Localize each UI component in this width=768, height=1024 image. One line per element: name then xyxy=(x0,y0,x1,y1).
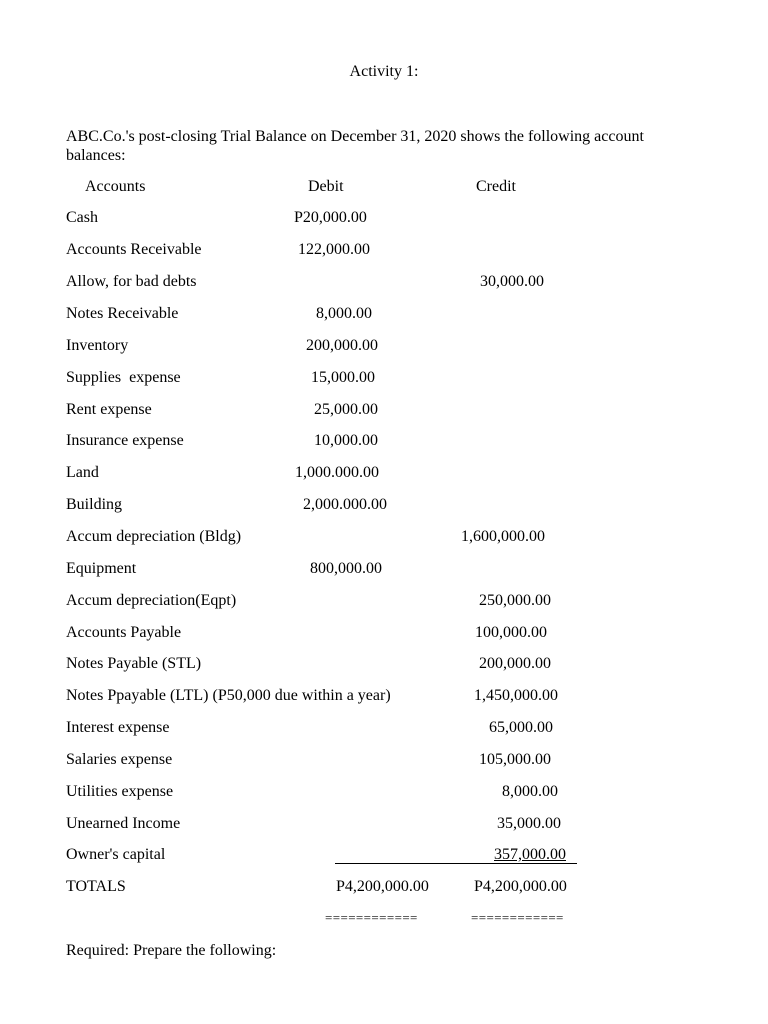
header-accounts: Accounts xyxy=(85,178,146,195)
row-debit-supplies-expense: 15,000.00 xyxy=(311,369,375,386)
row-account-accounts-receivable: Accounts Receivable xyxy=(66,241,202,258)
row-account-rent-expense: Rent expense xyxy=(66,401,152,418)
row-credit-accum-depreciation-eqpt: 250,000.00 xyxy=(479,592,551,609)
totals-debit: P4,200,000.00 xyxy=(336,878,429,895)
row-account-owners-capital: Owner's capital xyxy=(66,846,166,863)
row-account-notes-payable-stl: Notes Payable (STL) xyxy=(66,655,202,672)
row-debit-accounts-receivable: 122,000.00 xyxy=(298,241,370,258)
total-rule-underline xyxy=(335,863,577,864)
row-credit-allowance: 30,000.00 xyxy=(480,273,544,290)
page-title: Activity 1: xyxy=(349,63,419,80)
row-debit-cash: P20,000.00 xyxy=(294,209,367,226)
totals-credit-double-rule: ============ xyxy=(471,910,564,925)
row-account-allowance: Allow, for bad debts xyxy=(66,273,197,290)
row-account-building: Building xyxy=(66,496,123,513)
required-text: Required: Prepare the following: xyxy=(66,942,277,959)
row-debit-insurance-expense: 10,000.00 xyxy=(314,432,378,449)
totals-label: TOTALS xyxy=(66,878,126,895)
row-credit-unearned-income: 35,000.00 xyxy=(497,815,561,832)
row-debit-building: 2,000.000.00 xyxy=(303,496,387,513)
row-account-accounts-payable: Accounts Payable xyxy=(66,624,182,641)
row-credit-notes-payable-stl: 200,000.00 xyxy=(479,655,551,672)
header-credit: Credit xyxy=(476,178,516,195)
row-account-interest-expense: Interest expense xyxy=(66,719,170,736)
row-debit-rent-expense: 25,000.00 xyxy=(314,401,378,418)
header-debit: Debit xyxy=(308,178,344,195)
intro-paragraph: ABC.Co.'s post-closing Trial Balance on December 31, 2020 shows the following account balances: xyxy=(66,128,644,164)
row-credit-utilities-expense: 8,000.00 xyxy=(502,783,558,800)
row-account-cash: Cash xyxy=(66,209,98,226)
row-account-utilities-expense: Utilities expense xyxy=(66,783,174,800)
row-debit-inventory: 200,000.00 xyxy=(306,337,378,354)
row-account-salaries-expense: Salaries expense xyxy=(66,751,173,768)
row-account-accum-depreciation-bldg: Accum depreciation (Bldg) xyxy=(66,528,242,545)
row-account-unearned-income: Unearned Income xyxy=(66,815,181,832)
totals-debit-double-rule: ============ xyxy=(325,910,418,925)
row-credit-interest-expense: 65,000.00 xyxy=(489,719,553,736)
row-account-equipment: Equipment xyxy=(66,560,137,577)
row-credit-salaries-expense: 105,000.00 xyxy=(479,751,551,768)
row-account-insurance-expense: Insurance expense xyxy=(66,432,184,449)
row-account-accum-depreciation-eqpt: Accum depreciation(Eqpt) xyxy=(66,592,237,609)
row-credit-owners-capital: 357,000.00 xyxy=(494,846,566,863)
row-account-notes-payable-ltl: Notes Ppayable (LTL) (P50,000 due within a year) xyxy=(66,687,391,704)
row-debit-land: 1,000.000.00 xyxy=(295,464,379,481)
row-account-inventory: Inventory xyxy=(66,337,129,354)
row-credit-accum-depreciation-bldg: 1,600,000.00 xyxy=(461,528,545,545)
row-credit-notes-payable-ltl: 1,450,000.00 xyxy=(474,687,558,704)
row-account-notes-receivable: Notes Receivable xyxy=(66,305,179,322)
row-account-land: Land xyxy=(66,464,99,481)
row-debit-equipment: 800,000.00 xyxy=(310,560,382,577)
totals-credit: P4,200,000.00 xyxy=(474,878,567,895)
row-account-supplies-expense: Supplies expense xyxy=(66,369,181,386)
row-credit-accounts-payable: 100,000.00 xyxy=(475,624,547,641)
row-debit-notes-receivable: 8,000.00 xyxy=(316,305,372,322)
